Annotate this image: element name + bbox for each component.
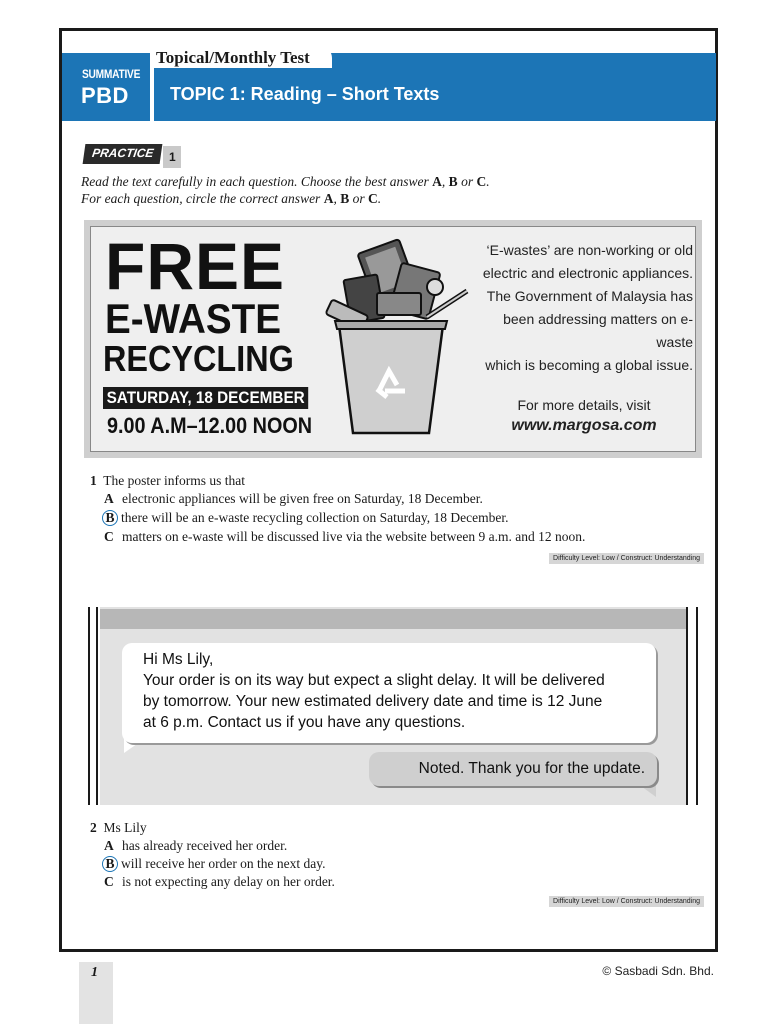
page-frame (59, 28, 718, 952)
reply-message-bubble: Noted. Thank you for the update. (369, 752, 657, 786)
incoming-message-bubble: Hi Ms Lily, Your order is on its way but expect a slight delay. It will be delivered by tomorrow. Your new estimated delivery date and time is 12 June at 6 p.m. Contact us if you have any questions. (122, 643, 656, 743)
poster-time: 9.00 A.M–12.00 NOON (107, 413, 313, 438)
poster-ewaste-heading: E-WASTE (105, 295, 282, 342)
question-1-option-c[interactable]: C matters on e-waste will be discussed live via the website between 9 a.m. and 12 noon. (104, 529, 586, 544)
question-2-option-b[interactable]: B will receive her order on the next day. (104, 856, 326, 872)
question-1-option-b[interactable]: B there will be an e-waste recycling collection on Saturday, 18 December. (104, 510, 508, 526)
difficulty-label: Difficulty Level: Low / Construct: Understanding (549, 896, 704, 907)
recycle-bin-illustration (317, 237, 477, 437)
summative-label: SUMMATIVE (82, 67, 141, 81)
poster-more-details: For more details, visit (517, 397, 651, 413)
practice-label: PRACTICE (83, 144, 163, 164)
chat-top-bar (100, 609, 686, 629)
poster-url: www.margosa.com (511, 417, 657, 434)
question-2-option-c[interactable]: C is not expecting any delay on her order. (104, 874, 335, 889)
difficulty-label: Difficulty Level: Low / Construct: Understanding (549, 553, 704, 564)
copyright: © Sasbadi Sdn. Bhd. (602, 964, 714, 978)
test-type-tab: Topical/Monthly Test (154, 46, 332, 68)
answer-circle: B (102, 856, 118, 872)
pbd-label: PBD (81, 83, 129, 108)
answer-circle: B (102, 510, 118, 526)
poster-description: ‘E-wastes’ are non-working or old electric and electronic appliances. The Government of Malaysia has been addressing matters on e-waste which is becoming a global issue. (482, 242, 693, 373)
instruction-line-2: For each question, circle the correct answer A, B or C. (81, 191, 382, 206)
practice-badge (84, 144, 181, 164)
question-1-stem: 1 The poster informs us that (90, 473, 245, 488)
page-number: 1 (91, 965, 98, 980)
poster-recycling-heading: RECYCLING (103, 338, 294, 379)
poster-date: SATURDAY, 18 DECEMBER (103, 387, 308, 409)
question-1-option-a[interactable]: A electronic appliances will be given free on Saturday, 18 December. (104, 491, 483, 506)
question-2-stem: 2 Ms Lily (90, 820, 147, 835)
poster-free-heading: FREE (105, 229, 286, 303)
instruction-line-1: Read the text carefully in each question. Choose the best answer A, B or C. (81, 174, 490, 189)
chat-conversation (88, 607, 700, 805)
practice-number: 1 (163, 146, 181, 168)
ewaste-poster (84, 220, 702, 458)
summative-pbd-logo (62, 53, 150, 121)
topic-title: TOPIC 1: Reading – Short Texts (170, 84, 440, 104)
question-2-option-a[interactable]: A has already received her order. (104, 838, 288, 853)
